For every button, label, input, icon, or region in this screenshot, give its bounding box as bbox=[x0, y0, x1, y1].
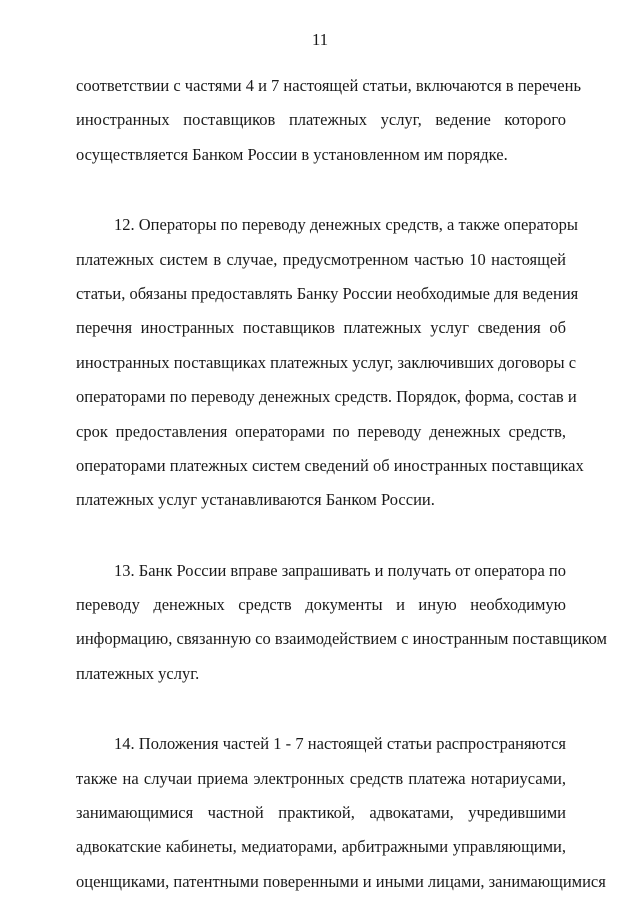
text-line: статьи, обязаны предоставлять Банку России необходимые для ведения bbox=[76, 283, 579, 303]
text-line: иностранных поставщиках платежных услуг, заключивших договоры с bbox=[76, 352, 577, 372]
paragraph-continuation bbox=[76, 69, 581, 172]
text-line: 13. Банк России вправе запрашивать и получать от оператора по bbox=[114, 560, 566, 580]
text-line: платежных услуг. bbox=[76, 663, 200, 683]
text-line: платежных услуг устанавливаются Банком России. bbox=[76, 490, 435, 510]
text-line: срок предоставления операторами по переводу денежных средств, bbox=[76, 421, 566, 441]
text-line: оценщиками, патентными поверенными и иными лицами, занимающимися bbox=[76, 871, 606, 891]
document-body bbox=[76, 69, 607, 899]
text-line: перечня иностранных поставщиков платежных услуг сведения об bbox=[76, 318, 566, 338]
text-line: 14. Положения частей 1 - 7 настоящей статьи распространяются bbox=[114, 734, 566, 754]
text-line: переводу денежных средств документы и иную необходимую bbox=[76, 595, 566, 615]
text-line: 12. Операторы по переводу денежных средств, а также операторы bbox=[114, 215, 578, 235]
text-line: платежных систем в случае, предусмотренном частью 10 настоящей bbox=[76, 249, 566, 269]
paragraph-12 bbox=[76, 208, 584, 518]
paragraph-13 bbox=[76, 554, 607, 692]
text-line: адвокатские кабинеты, медиаторами, арбитражными управляющими, bbox=[76, 837, 566, 857]
text-line: информацию, связанную со взаимодействием с иностранным поставщиком bbox=[76, 629, 607, 649]
text-line: операторами платежных систем сведений об иностранных поставщиках bbox=[76, 455, 584, 475]
page-number: 11 bbox=[311, 30, 329, 49]
text-line: операторами по переводу денежных средств. Порядок, форма, состав и bbox=[76, 387, 577, 407]
text-line: также на случаи приема электронных средств платежа нотариусами, bbox=[76, 768, 566, 788]
text-line: соответствии с частями 4 и 7 настоящей статьи, включаются в перечень bbox=[76, 76, 581, 95]
text-line: иностранных поставщиков платежных услуг, ведение которого bbox=[76, 110, 566, 130]
paragraph-14 bbox=[76, 727, 606, 899]
text-line: осуществляется Банком России в установленном им порядке. bbox=[76, 144, 508, 164]
text-line: занимающимися частной практикой, адвокатами, учредившими bbox=[76, 803, 566, 823]
